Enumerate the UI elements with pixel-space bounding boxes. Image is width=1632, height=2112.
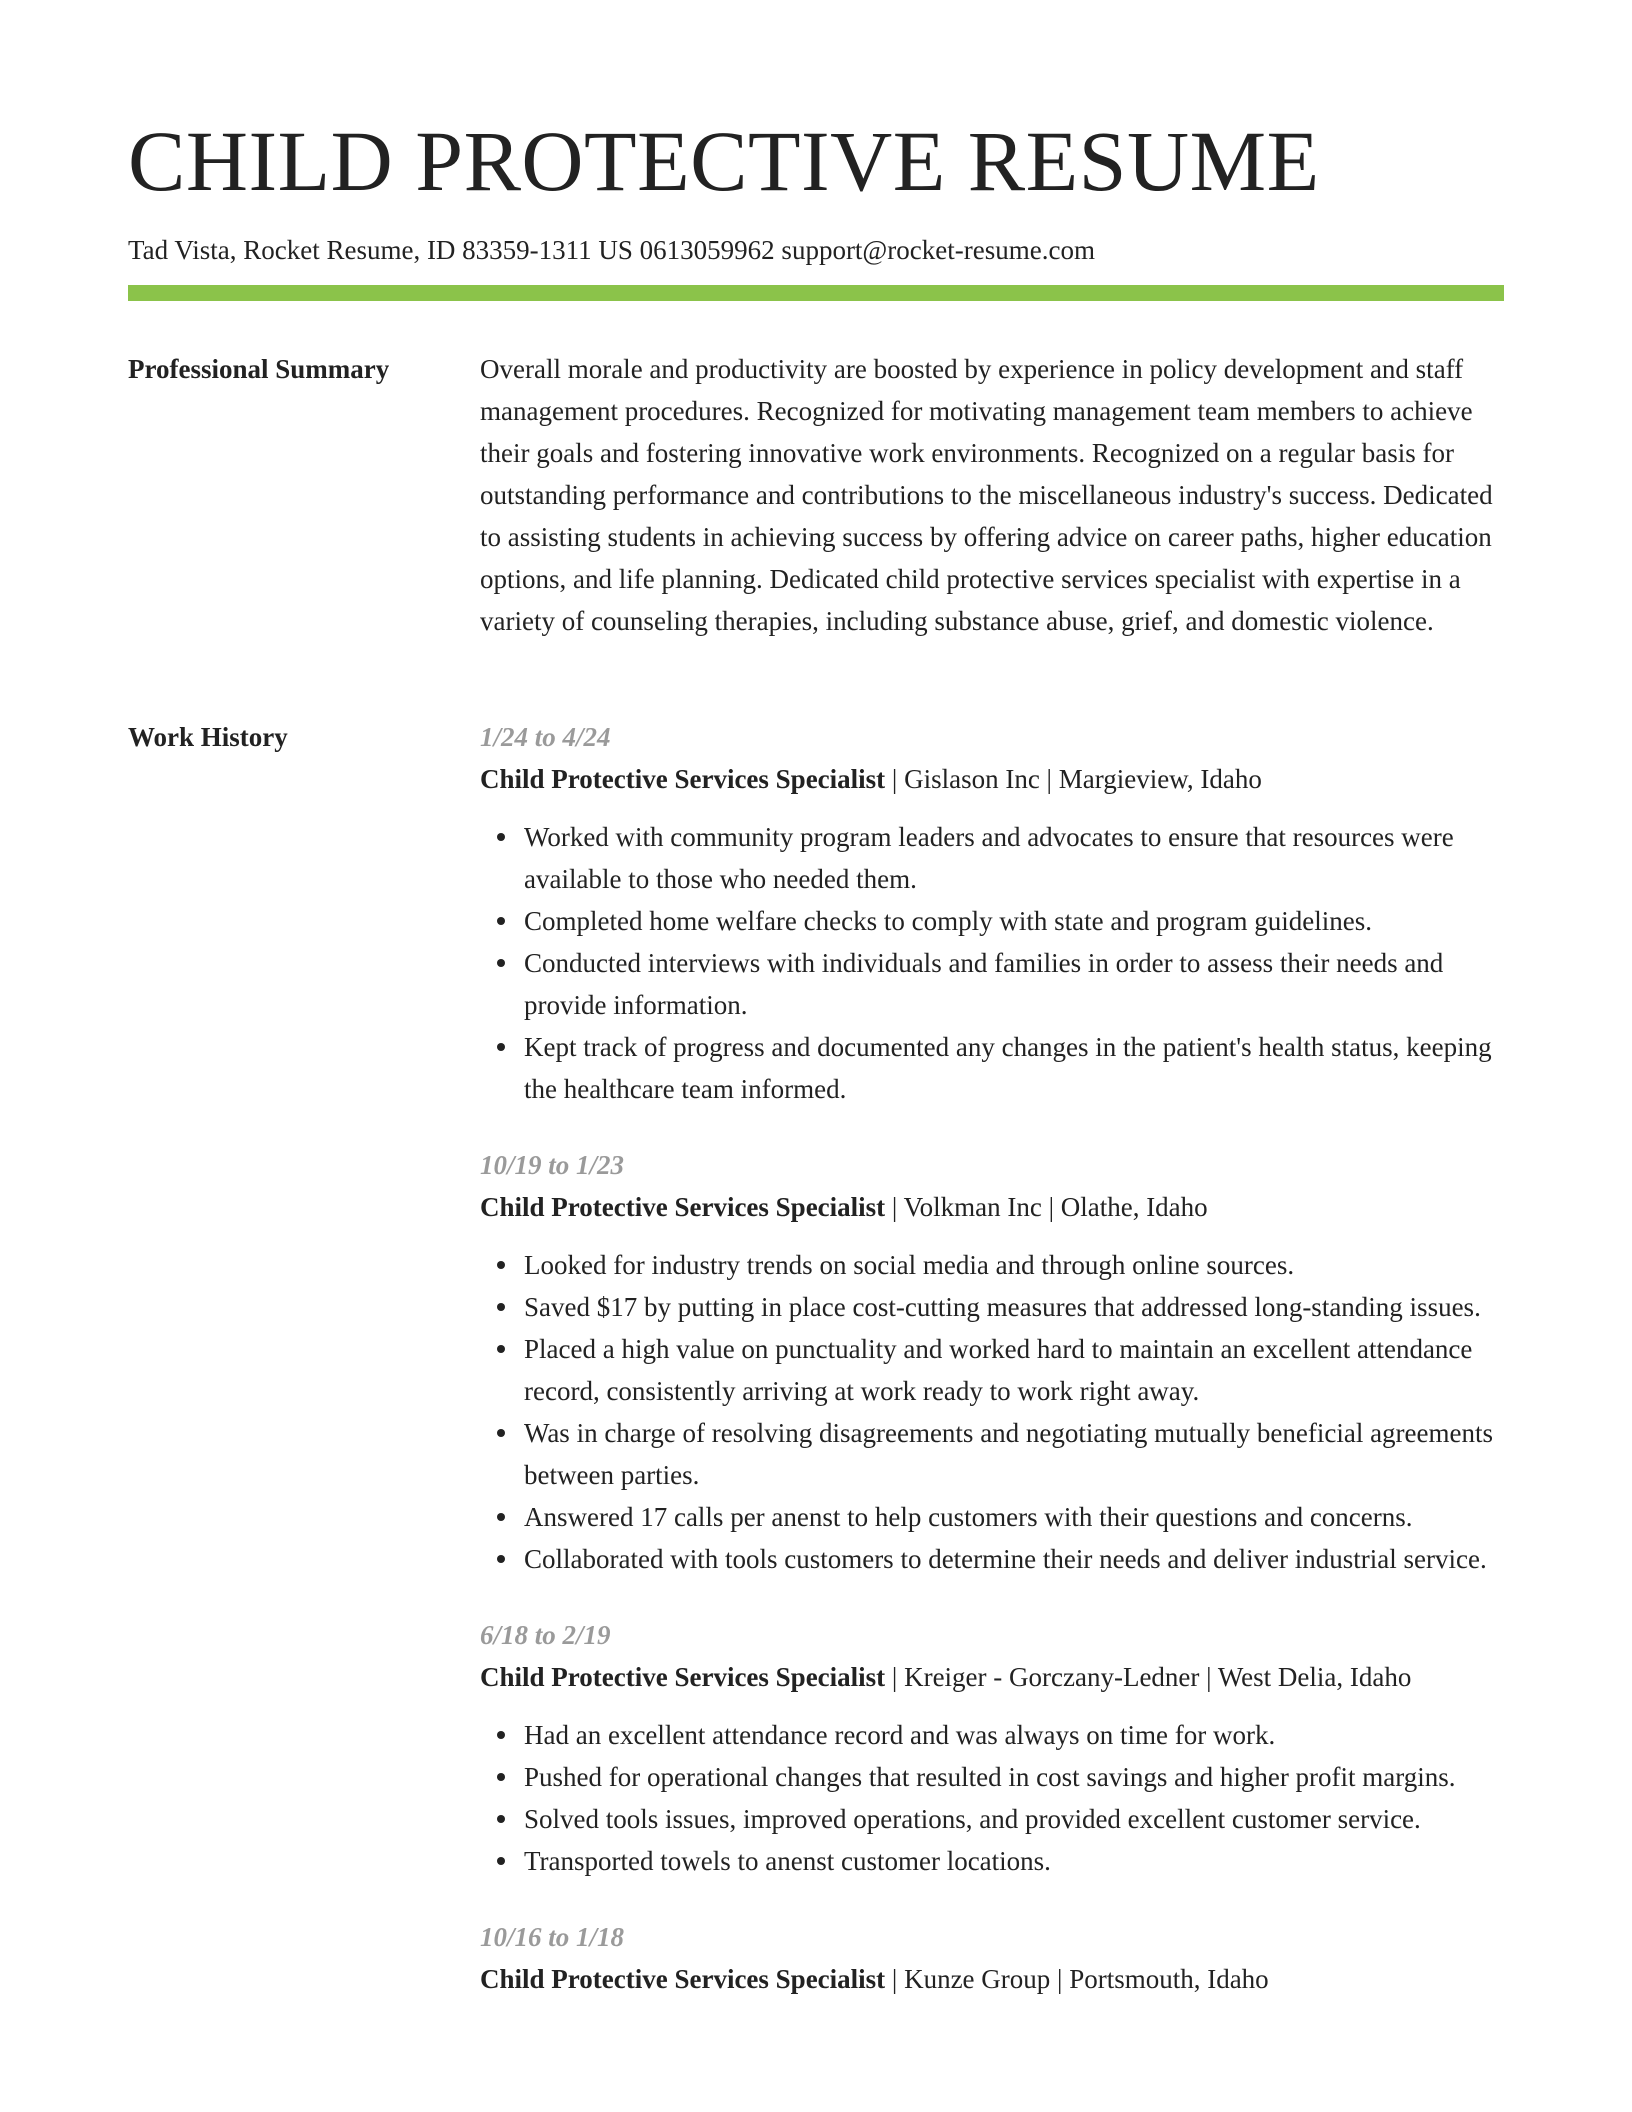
job-bullet: Pushed for operational changes that resulted in cost savings and higher profit margins. [524,1756,1510,1798]
job-bullet-list [480,1244,1510,1580]
contact-line: Tad Vista, Rocket Resume, ID 83359-1311 US 0613059962 support@rocket-resume.com [128,235,1095,265]
professional-summary-body [480,348,1510,642]
job-entry [480,1916,1510,2000]
accent-divider [128,285,1504,301]
job-bullet: Looked for industry trends on social media and through online sources. [524,1244,1510,1286]
job-company-location: | Kunze Group | Portsmouth, Idaho [885,1964,1269,1994]
job-company-location: | Gislason Inc | Margieview, Idaho [885,764,1262,794]
section-label-professional-summary: Professional Summary [128,354,390,384]
job-title: Child Protective Services Specialist [480,764,886,794]
job-entry [480,1614,1510,1882]
job-company-location: | Volkman Inc | Olathe, Idaho [885,1192,1208,1222]
job-heading [480,1656,1510,1698]
job-bullet: Conducted interviews with individuals and families in order to assess their needs and provide information. [524,942,1510,1026]
job-bullet: Placed a high value on punctuality and worked hard to maintain an excellent attendance record, consistently arriving at work ready to work right away. [524,1328,1510,1412]
section-label-work-history: Work History [128,722,288,752]
job-bullet: Collaborated with tools customers to determine their needs and deliver industrial service. [524,1538,1510,1580]
job-entry [480,716,1510,1110]
job-bullet: Completed home welfare checks to comply with state and program guidelines. [524,900,1510,942]
job-bullet: Was in charge of resolving disagreements and negotiating mutually beneficial agreements between parties. [524,1412,1510,1496]
job-heading [480,1186,1510,1228]
job-bullet: Saved $17 by putting in place cost-cutting measures that addressed long-standing issues. [524,1286,1510,1328]
resume-title: CHILD PROTECTIVE RESUME [128,113,1320,209]
job-bullet: Solved tools issues, improved operations, and provided excellent customer service. [524,1798,1510,1840]
job-heading [480,1958,1510,2000]
job-bullet: Transported towels to anenst customer locations. [524,1840,1510,1882]
job-dates: 10/19 to 1/23 [480,1150,625,1180]
job-title: Child Protective Services Specialist [480,1964,886,1994]
job-title: Child Protective Services Specialist [480,1662,886,1692]
job-entry [480,1144,1510,1580]
job-heading [480,758,1510,800]
job-bullet: Answered 17 calls per anenst to help customers with their questions and concerns. [524,1496,1510,1538]
job-title: Child Protective Services Specialist [480,1192,886,1222]
job-bullet: Had an excellent attendance record and was always on time for work. [524,1714,1510,1756]
job-company-location: | Kreiger - Gorczany-Ledner | West Delia, Idaho [885,1662,1412,1692]
job-dates: 1/24 to 4/24 [480,722,611,752]
job-bullet-list [480,816,1510,1110]
job-bullet: Kept track of progress and documented any changes in the patient's health status, keeping the healthcare team informed. [524,1026,1510,1110]
job-dates: 6/18 to 2/19 [480,1620,611,1650]
work-history-list [480,716,1510,2034]
job-bullet: Worked with community program leaders and advocates to ensure that resources were available to those who needed them. [524,816,1510,900]
professional-summary-text: Overall morale and productivity are boosted by experience in policy development and staff management procedures. Recognized for motivating management team members to achieve their goals and fostering innovative work environments. Recognized on a regular basis for outstanding performance and contributions to the miscellaneous industry's success. Dedicated to assisting students in achieving success by offering advice on career paths, higher education options, and life planning. Dedicated child protective services specialist with expertise in a variety of counseling therapies, including substance abuse, grief, and domestic violence. [480,354,1493,636]
job-dates: 10/16 to 1/18 [480,1922,625,1952]
job-bullet-list [480,1714,1510,1882]
